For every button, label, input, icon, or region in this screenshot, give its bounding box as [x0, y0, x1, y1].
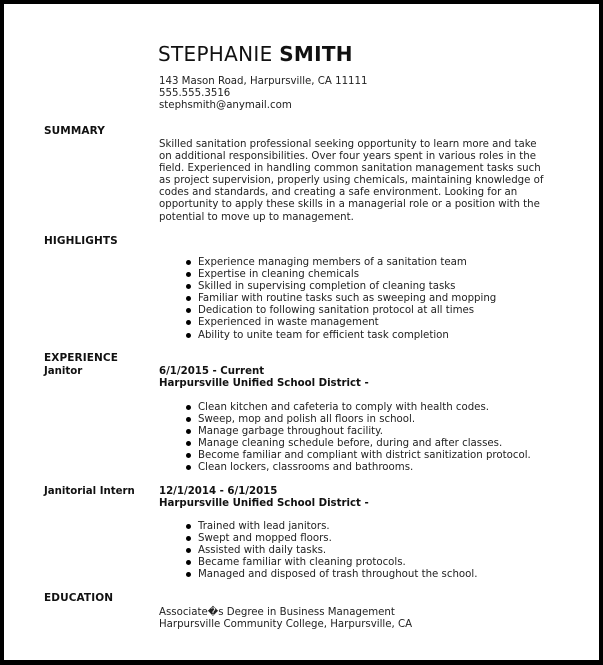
highlights-list [186, 257, 496, 342]
list-item: Managed and disposed of trash throughout the school. [186, 569, 477, 581]
last-name: SMITH [279, 42, 353, 66]
summary-heading: SUMMARY [44, 125, 105, 137]
list-item: Clean lockers, classrooms and bathrooms. [186, 462, 531, 474]
education-degree: Associate�s Degree in Business Management [159, 607, 395, 618]
resume-page [4, 4, 599, 660]
list-item: Trained with lead janitors. [186, 521, 477, 533]
list-item: Become familiar and compliant with district sanitization protocol. [186, 450, 531, 462]
candidate-name [158, 42, 353, 66]
job-employer: Harpursville Unified School District - [159, 378, 369, 389]
list-item: Ability to unite team for efficient task completion [186, 330, 496, 342]
email: stephsmith@anymail.com [159, 100, 292, 111]
summary-line: on additional responsibilities. Over four years spent in various roles in the [159, 151, 537, 163]
summary-line: field. Experienced in handling common sanitation management tasks such [159, 163, 541, 175]
list-item: Experienced in waste management [186, 317, 496, 329]
job-dates: 12/1/2014 - 6/1/2015 [159, 486, 278, 497]
job-duties-list [186, 402, 531, 475]
first-name: STEPHANIE [158, 42, 273, 66]
summary-line: codes and standards, and creating a safe environment. Looking for an [159, 187, 518, 199]
list-item: Manage garbage throughout facility. [186, 426, 531, 438]
job-title: Janitor [44, 366, 83, 377]
list-item: Familiar with routine tasks such as sweeping and mopping [186, 293, 496, 305]
list-item: Assisted with daily tasks. [186, 545, 477, 557]
summary-line: as project supervision, properly using chemicals, maintaining knowledge of [159, 175, 544, 187]
list-item: Swept and mopped floors. [186, 533, 477, 545]
list-item: Sweep, mop and polish all floors in school. [186, 414, 531, 426]
education-heading: EDUCATION [44, 592, 114, 604]
job-title: Janitorial Intern [44, 486, 135, 497]
address: 143 Mason Road, Harpursville, CA 11111 [159, 76, 368, 87]
summary-line: potential to move up to management. [159, 211, 354, 223]
list-item: Clean kitchen and cafeteria to comply with health codes. [186, 402, 531, 414]
list-item: Dedication to following sanitation protocol at all times [186, 305, 496, 317]
list-item: Skilled in supervising completion of cleaning tasks [186, 281, 496, 293]
list-item: Became familiar with cleaning protocols. [186, 557, 477, 569]
job-dates: 6/1/2015 - Current [159, 366, 265, 377]
summary-line: Skilled sanitation professional seeking opportunity to learn more and take [159, 139, 537, 150]
phone: 555.555.3516 [159, 88, 231, 99]
list-item: Manage cleaning schedule before, during and after classes. [186, 438, 531, 450]
experience-heading: EXPERIENCE [44, 352, 118, 364]
list-item: Expertise in cleaning chemicals [186, 269, 496, 281]
highlights-heading: HIGHLIGHTS [44, 235, 118, 247]
job-duties-list [186, 521, 477, 581]
list-item: Experience managing members of a sanitation team [186, 257, 496, 269]
summary-line: opportunity to apply these skills in a managerial role or a position with the [159, 199, 540, 211]
job-employer: Harpursville Unified School District - [159, 498, 369, 509]
summary-text [159, 139, 559, 224]
education-school: Harpursville Community College, Harpursville, CA [159, 619, 413, 630]
